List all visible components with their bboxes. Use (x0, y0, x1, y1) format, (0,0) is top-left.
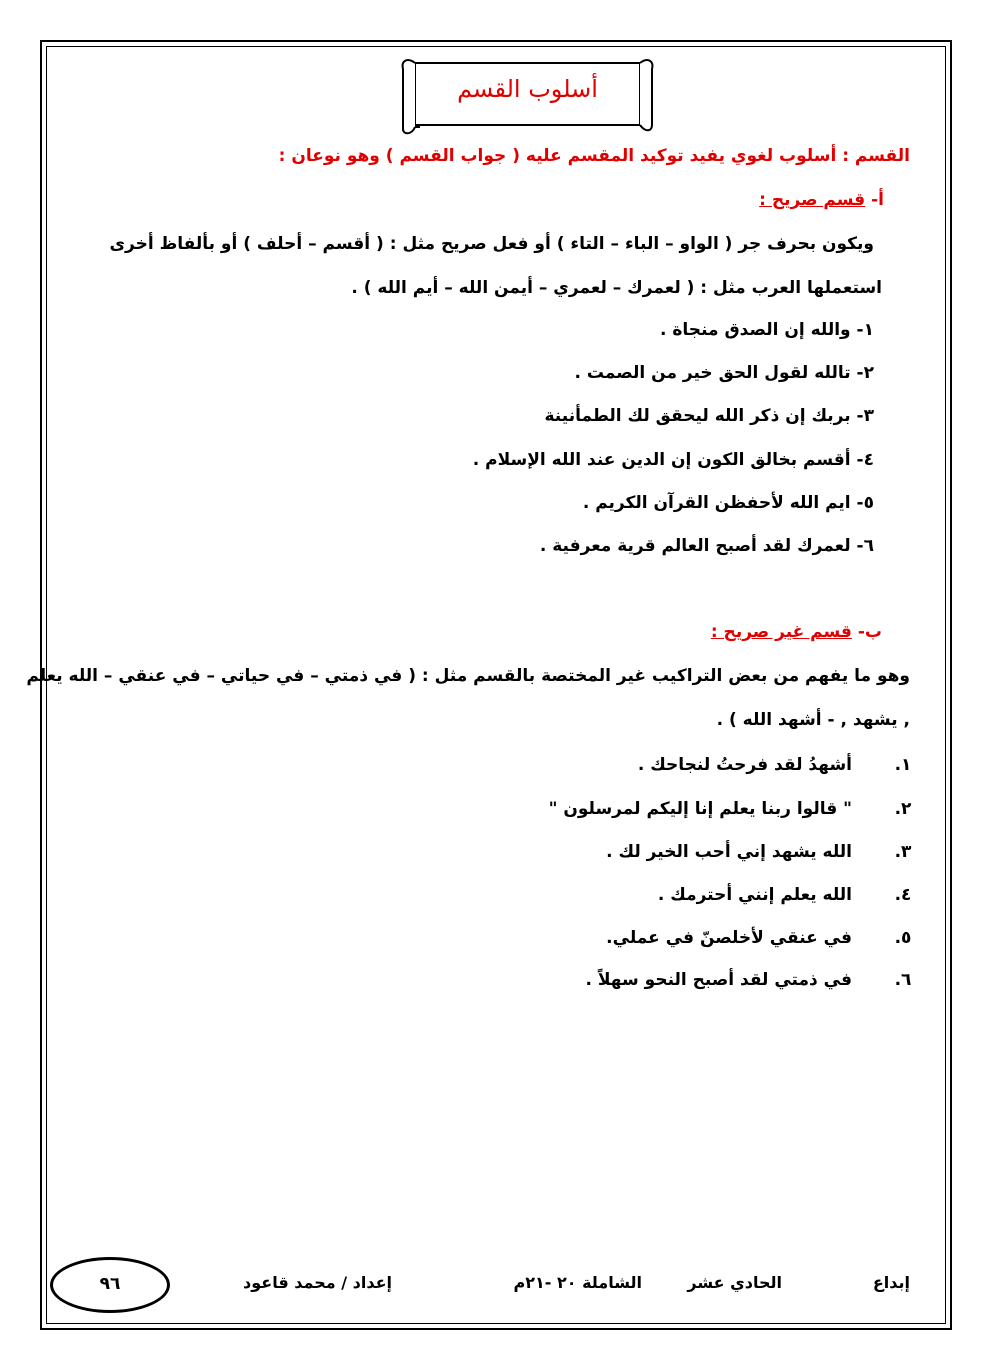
section-a-example: ٥- ايم الله لأحفظن القرآن الكريم . (582, 493, 874, 513)
section-b-prefix: ب- (857, 622, 882, 642)
footer-grade: الحادي عشر (687, 1273, 782, 1292)
section-a-prefix: أ- (871, 190, 884, 210)
footer-book: الشاملة ٢٠ -٢١م (513, 1273, 642, 1292)
section-a-example: ٤- أقسم بخالق الكون إن الدين عند الله الإسلام . (472, 450, 874, 470)
footer-ibdaa: إبداع (872, 1273, 910, 1292)
definition-label: القسم : (842, 146, 910, 166)
list-number: .١ (894, 755, 912, 775)
section-a-line1: ويكون بحرف جر ( الواو – الباء – التاء ) أو فعل صريح مثل : ( أقسم – أحلف ) أو بألفاظ أخرى (109, 234, 874, 254)
section-a-example: ٣- بربك إن ذكر الله ليحقق لك الطمأنينة (544, 406, 874, 426)
definition-line (279, 146, 910, 166)
section-b-example: الله يشهد إني أحب الخير لك . (606, 842, 852, 862)
section-a-example: ١- والله إن الصدق منجاة . (660, 320, 874, 340)
section-b-example: الله يعلم إنني أحترمك . (657, 885, 852, 905)
page-title: أسلوب القسم (457, 75, 598, 103)
definition-text: أسلوب لغوي يفيد توكيد المقسم عليه ( جواب القسم ) وهو نوعان : (278, 146, 837, 166)
page-number: ٩٦ (50, 1257, 170, 1313)
section-b-example: " قالوا ربنا يعلم إنا إليكم لمرسلون " (548, 799, 852, 819)
section-b-example: في عنقي لأخلصنّ في عملي. (606, 928, 852, 948)
section-b-line1: وهو ما يفهم من بعض التراكيب غير المختصة بالقسم مثل : ( في ذمتي – في حياتي – في عنقي – الله يعلم (26, 666, 910, 686)
section-b-example: أشهدُ لقد فرحتُ لنجاحك . (637, 755, 852, 775)
section-b-example: في ذمتي لقد أصبح النحو سهلاً . (585, 970, 852, 990)
section-b-heading: قسم غير صريح : (710, 622, 852, 642)
section-a-heading-line (759, 190, 884, 210)
list-number: .٥ (894, 928, 912, 948)
section-a-example: ٦- لعمرك لقد أصبح العالم قرية معرفية . (539, 536, 874, 556)
footer-author: إعداد / محمد قاعود (243, 1273, 392, 1292)
list-number: .٣ (894, 842, 912, 862)
section-b-heading-line (711, 622, 882, 642)
section-b-line2: , يشهد , - أشهد الله ) . (716, 710, 910, 730)
list-number: .٤ (894, 885, 912, 905)
list-number: .٢ (894, 799, 912, 819)
section-a-line2: استعملها العرب مثل : ( لعمرك – لعمري – أيمن الله – أيم الله ) . (351, 278, 882, 298)
section-a-heading: قسم صريح : (759, 190, 866, 210)
list-number: .٦ (894, 970, 912, 990)
section-a-example: ٢- تالله لقول الحق خير من الصمت . (574, 363, 874, 383)
